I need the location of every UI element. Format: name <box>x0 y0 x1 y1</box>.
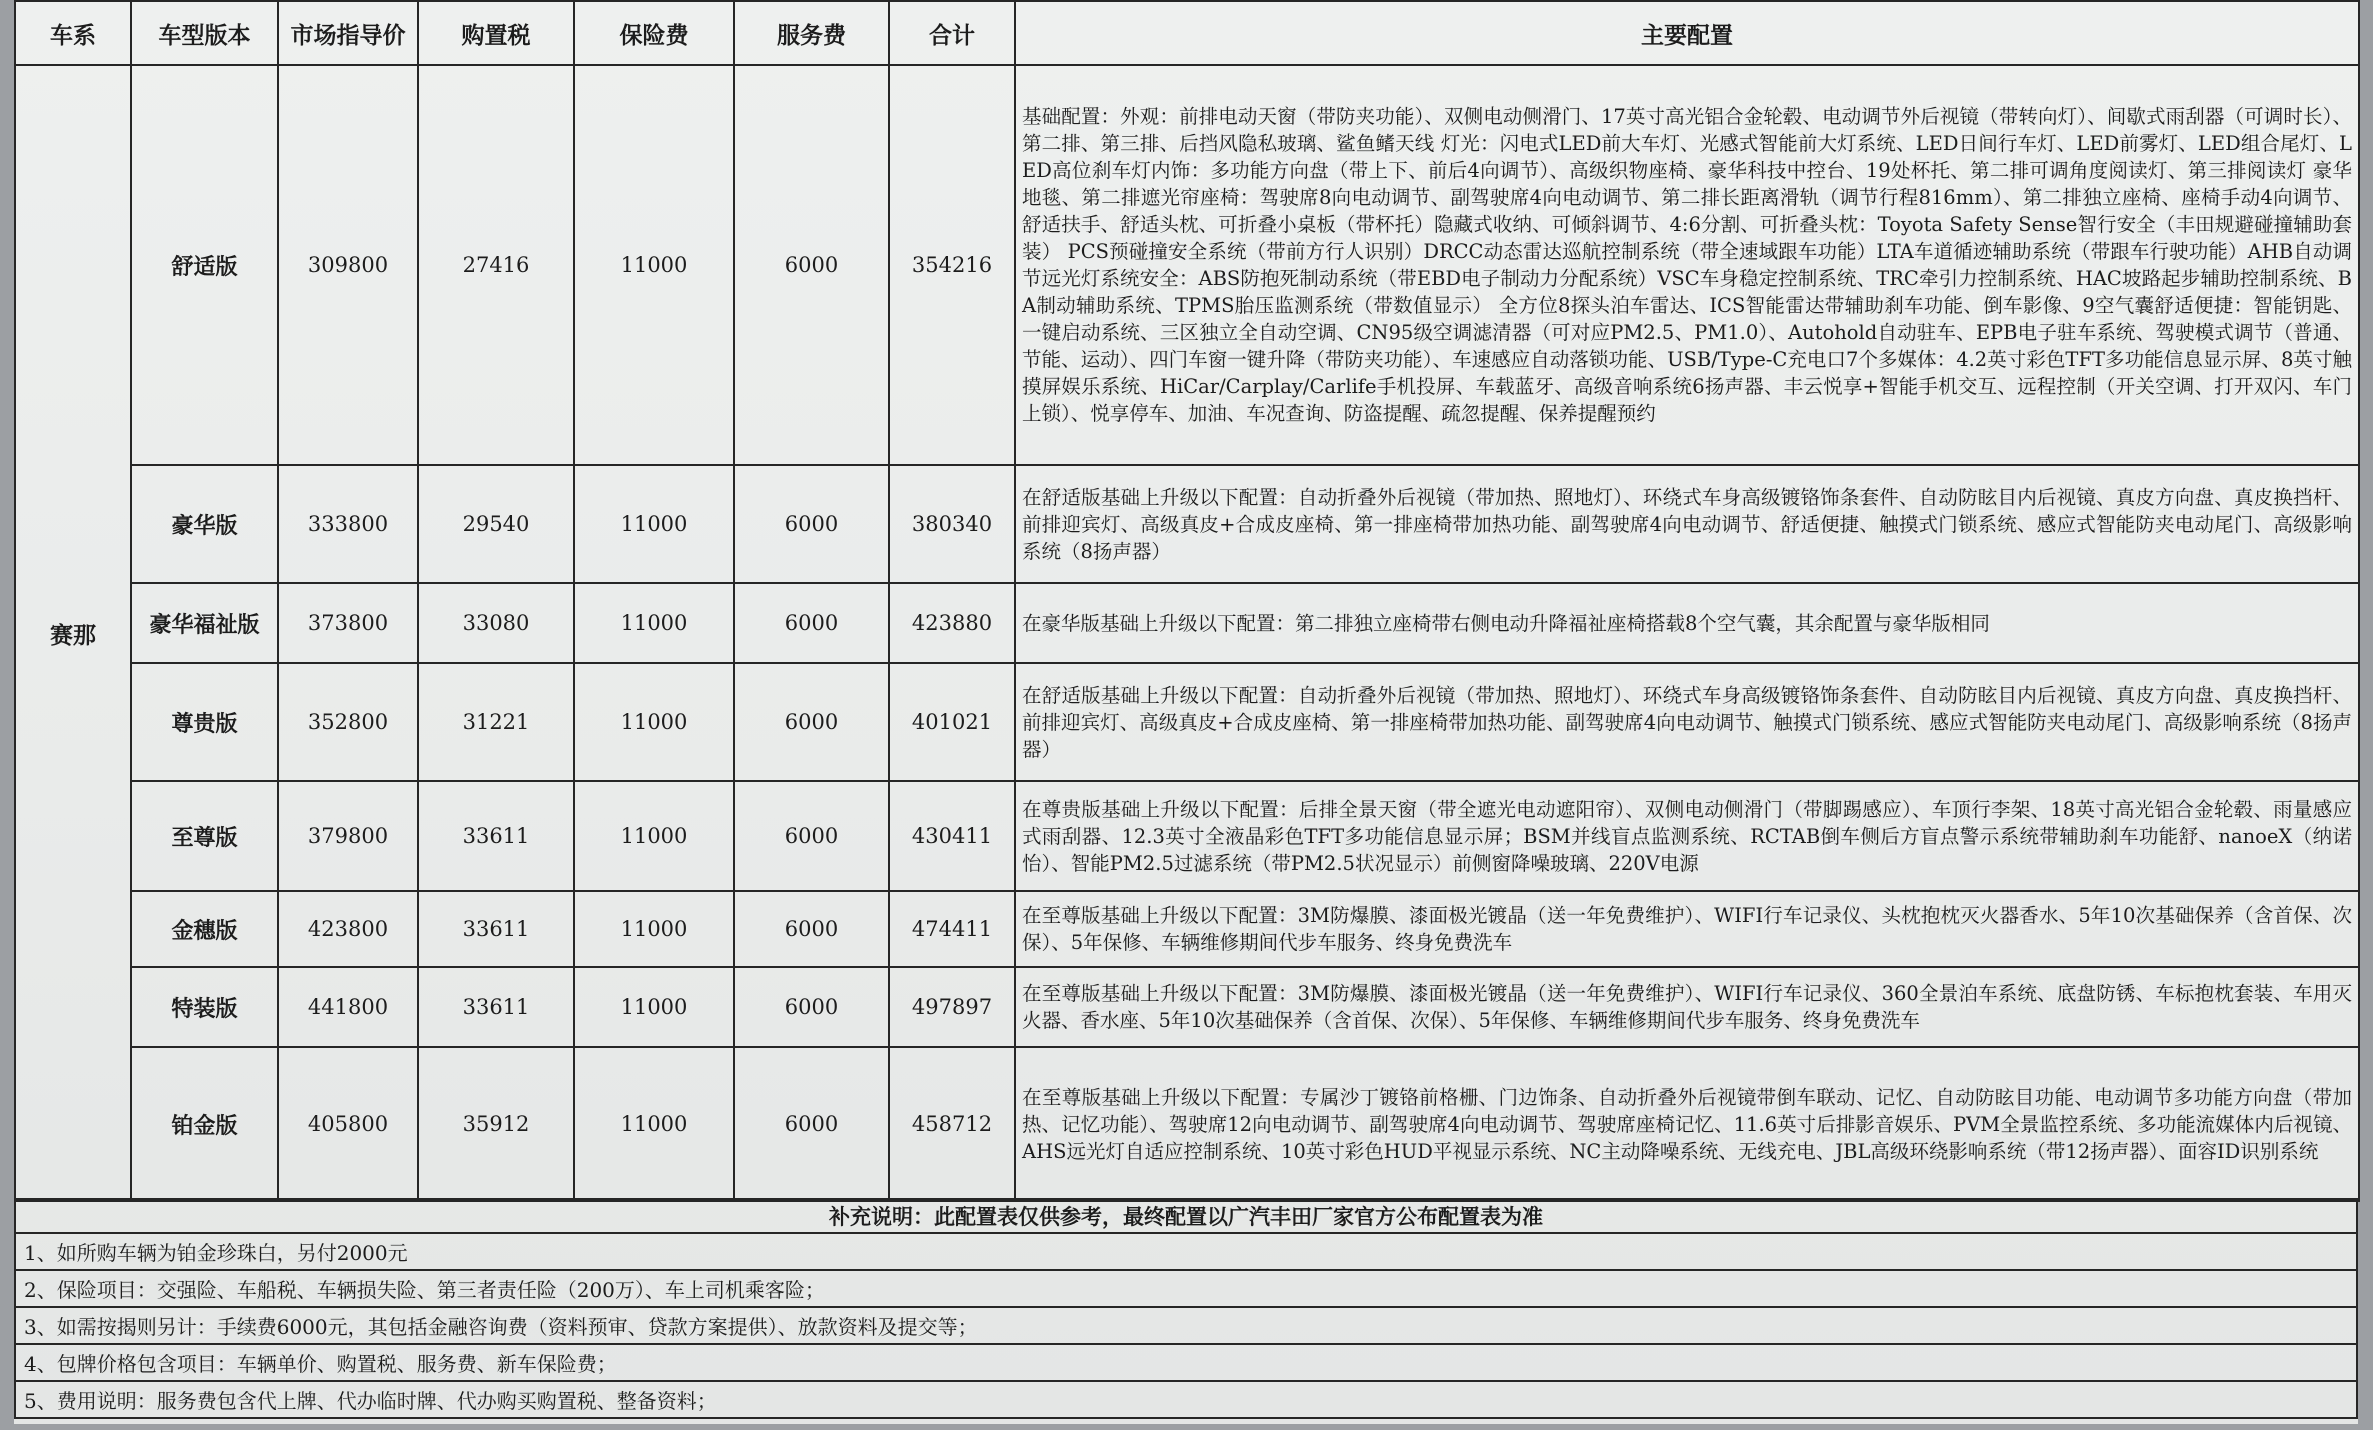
table-row <box>15 1047 2359 1201</box>
total-cell: 458712 <box>889 1047 1015 1201</box>
notes-title: 补充说明：此配置表仅供参考，最终配置以广汽丰田厂家官方公布配置表为准 <box>15 1199 2357 1233</box>
table-row <box>15 465 2359 583</box>
purchase-tax-cell: 31221 <box>418 663 574 781</box>
service-cell: 6000 <box>734 465 889 583</box>
header-row <box>15 1 2359 65</box>
header-service: 服务费 <box>734 1 889 65</box>
msrp-cell: 423800 <box>278 891 418 967</box>
header-series: 车系 <box>15 1 131 65</box>
model-name: 至尊版 <box>131 781 278 891</box>
service-cell: 6000 <box>734 967 889 1047</box>
header-model: 车型版本 <box>131 1 278 65</box>
total-cell: 497897 <box>889 967 1015 1047</box>
header-msrp: 市场指导价 <box>278 1 418 65</box>
msrp-cell: 379800 <box>278 781 418 891</box>
table-row <box>15 781 2359 891</box>
total-cell: 474411 <box>889 891 1015 967</box>
header-total: 合计 <box>889 1 1015 65</box>
purchase-tax-cell: 35912 <box>418 1047 574 1201</box>
header-purchase-tax: 购置税 <box>418 1 574 65</box>
header-insurance: 保险费 <box>574 1 734 65</box>
table-row <box>15 583 2359 663</box>
note-item: 2、保险项目：交强险、车船税、车辆损失险、第三者责任险（200万）、车上司机乘客险； <box>15 1270 2357 1307</box>
purchase-tax-cell: 29540 <box>418 465 574 583</box>
msrp-cell: 373800 <box>278 583 418 663</box>
total-cell: 380340 <box>889 465 1015 583</box>
total-cell: 430411 <box>889 781 1015 891</box>
config-cell: 在至尊版基础上升级以下配置：专属沙丁镀铬前格栅、门边饰条、自动折叠外后视镜带倒车联动、记忆、自动防眩目功能、电动调节多功能方向盘（带加热、记忆功能）、驾驶席12向电动调节、副驾驶席4向电动调节、驾驶席座椅记忆、11.6英寸后排影音娱乐、PVM全景监控系统、多功能流媒体内后视镜、AHS远光灯自适应控制系统、10英寸彩色HUD平视显示系统、NC主动降噪系统、无线充电、JBL高级环绕影响系统（带12扬声器）、面容ID识别系统 <box>1015 1047 2359 1201</box>
note-item: 3、如需按揭则另计：手续费6000元，其包括金融咨询费（资料预审、贷款方案提供）、放款资料及提交等； <box>15 1307 2357 1344</box>
model-name: 金穗版 <box>131 891 278 967</box>
insurance-cell: 11000 <box>574 663 734 781</box>
msrp-cell: 441800 <box>278 967 418 1047</box>
config-cell: 在豪华版基础上升级以下配置：第二排独立座椅带右侧电动升降福祉座椅搭载8个空气囊，其余配置与豪华版相同 <box>1015 583 2359 663</box>
insurance-cell: 11000 <box>574 65 734 465</box>
insurance-cell: 11000 <box>574 465 734 583</box>
model-name: 豪华福祉版 <box>131 583 278 663</box>
config-cell: 在至尊版基础上升级以下配置：3M防爆膜、漆面极光镀晶（送一年免费维护）、WIFI行车记录仪、360全景泊车系统、底盘防锈、车标抱枕套装、车用灭火器、香水座、5年10次基础保养（含首保、次保）、5年保修、车辆维修期间代步车服务、终身免费洗车 <box>1015 967 2359 1047</box>
purchase-tax-cell: 27416 <box>418 65 574 465</box>
notes-table <box>14 1198 2358 1419</box>
series-name: 赛那 <box>15 65 131 1201</box>
note-item: 1、如所购车辆为铂金珍珠白，另付2000元 <box>15 1233 2357 1270</box>
price-config-sheet <box>14 0 2358 1424</box>
insurance-cell: 11000 <box>574 583 734 663</box>
service-cell: 6000 <box>734 1047 889 1201</box>
insurance-cell: 11000 <box>574 891 734 967</box>
model-name: 特装版 <box>131 967 278 1047</box>
purchase-tax-cell: 33611 <box>418 891 574 967</box>
msrp-cell: 333800 <box>278 465 418 583</box>
purchase-tax-cell: 33080 <box>418 583 574 663</box>
service-cell: 6000 <box>734 891 889 967</box>
config-cell: 基础配置：外观：前排电动天窗（带防夹功能）、双侧电动侧滑门、17英寸高光铝合金轮毂、电动调节外后视镜（带转向灯）、间歇式雨刮器（可调时长）、第二排、第三排、后挡风隐私玻璃、鲨鱼鳍天线 灯光：闪电式LED前大车灯、光感式智能前大灯系统、LED日间行车灯、LED前雾灯、LED组合尾灯、LED高位刹车灯内饰：多功能方向盘（带上下、前后4向调节）、高级织物座椅、豪华科技中控台、19处杯托、第二排可调角度阅读灯、第三排阅读灯 豪华地毯、第二排遮光帘座椅：驾驶席8向电动调节、副驾驶席4向电动调节、第二排长距离滑轨（调节行程816mm）、第二排独立座椅、座椅手动4向调节、舒适扶手、舒适头枕、可折叠小桌板（带杯托）隐藏式收纳、可倾斜调节、4:6分割、可折叠头枕：Toyota Safety Sense智行安全（丰田规避碰撞辅助套装） PCS预碰撞安全系统（带前方行人识别）DRCC动态雷达巡航控制系统（带全速域跟车功能）LTA车道循迹辅助系统（带跟车行驶功能）AHB自动调节远光灯系统安全：ABS防抱死制动系统（带EBD电子制动力分配系统）VSC车身稳定控制系统、TRC牵引力控制系统、HAC坡路起步辅助控制系统、BA制动辅助系统、TPMS胎压监测系统（带数值显示） 全方位8探头泊车雷达、ICS智能雷达带辅助刹车功能、倒车影像、9空气囊舒适便捷：智能钥匙、一键启动系统、三区独立全自动空调、CN95级空调滤清器（可对应PM2.5、PM1.0）、Autohold自动驻车、EPB电子驻车系统、驾驶模式调节（普通、节能、运动）、四门车窗一键升降（带防夹功能）、车速感应自动落锁功能、USB/Type-C充电口7个多媒体：4.2英寸彩色TFT多功能信息显示屏、8英寸触摸屏娱乐系统、HiCar/Carplay/Carlife手机投屏、车载蓝牙、高级音响系统6扬声器、丰云悦享+智能手机交互、远程控制（开关空调、打开双闪、车门上锁）、悦享停车、加油、车况查询、防盗提醒、疏忽提醒、保养提醒预约 <box>1015 65 2359 465</box>
config-table <box>14 0 2360 1202</box>
config-cell: 在舒适版基础上升级以下配置：自动折叠外后视镜（带加热、照地灯）、环绕式车身高级镀铬饰条套件、自动防眩目内后视镜、真皮方向盘、真皮换挡杆、前排迎宾灯、高级真皮+合成皮座椅、第一排座椅带加热功能、副驾驶席4向电动调节、舒适便捷、触摸式门锁系统、感应式智能防夹电动尾门、高级影响系统（8扬声器） <box>1015 465 2359 583</box>
insurance-cell: 11000 <box>574 1047 734 1201</box>
table-row <box>15 663 2359 781</box>
total-cell: 423880 <box>889 583 1015 663</box>
service-cell: 6000 <box>734 781 889 891</box>
msrp-cell: 405800 <box>278 1047 418 1201</box>
service-cell: 6000 <box>734 583 889 663</box>
header-config: 主要配置 <box>1015 1 2359 65</box>
insurance-cell: 11000 <box>574 967 734 1047</box>
model-name: 舒适版 <box>131 65 278 465</box>
purchase-tax-cell: 33611 <box>418 967 574 1047</box>
note-item: 4、包牌价格包含项目：车辆单价、购置税、服务费、新车保险费； <box>15 1344 2357 1381</box>
table-row <box>15 891 2359 967</box>
purchase-tax-cell: 33611 <box>418 781 574 891</box>
service-cell: 6000 <box>734 65 889 465</box>
total-cell: 354216 <box>889 65 1015 465</box>
note-item: 5、费用说明：服务费包含代上牌、代办临时牌、代办购买购置税、整备资料； <box>15 1381 2357 1418</box>
model-name: 豪华版 <box>131 465 278 583</box>
msrp-cell: 309800 <box>278 65 418 465</box>
config-cell: 在尊贵版基础上升级以下配置：后排全景天窗（带全遮光电动遮阳帘）、双侧电动侧滑门（带脚踢感应）、车顶行李架、18英寸高光铝合金轮毂、雨量感应式雨刮器、12.3英寸全液晶彩色TFT多功能信息显示屏；BSM并线盲点监测系统、RCTAB倒车侧后方盲点警示系统带辅助刹车功能舒、nanoeX（纳诺怡）、智能PM2.5过滤系统（带PM2.5状况显示）前侧窗降噪玻璃、220V电源 <box>1015 781 2359 891</box>
table-row <box>15 65 2359 465</box>
config-cell: 在舒适版基础上升级以下配置：自动折叠外后视镜（带加热、照地灯）、环绕式车身高级镀铬饰条套件、自动防眩目内后视镜、真皮方向盘、真皮换挡杆、前排迎宾灯、高级真皮+合成皮座椅、第一排座椅带加热功能、副驾驶席4向电动调节、触摸式门锁系统、感应式智能防夹电动尾门、高级影响系统（8扬声器） <box>1015 663 2359 781</box>
service-cell: 6000 <box>734 663 889 781</box>
insurance-cell: 11000 <box>574 781 734 891</box>
table-row <box>15 967 2359 1047</box>
config-cell: 在至尊版基础上升级以下配置：3M防爆膜、漆面极光镀晶（送一年免费维护）、WIFI行车记录仪、头枕抱枕灭火器香水、5年10次基础保养（含首保、次保）、5年保修、车辆维修期间代步车服务、终身免费洗车 <box>1015 891 2359 967</box>
model-name: 铂金版 <box>131 1047 278 1201</box>
msrp-cell: 352800 <box>278 663 418 781</box>
total-cell: 401021 <box>889 663 1015 781</box>
model-name: 尊贵版 <box>131 663 278 781</box>
